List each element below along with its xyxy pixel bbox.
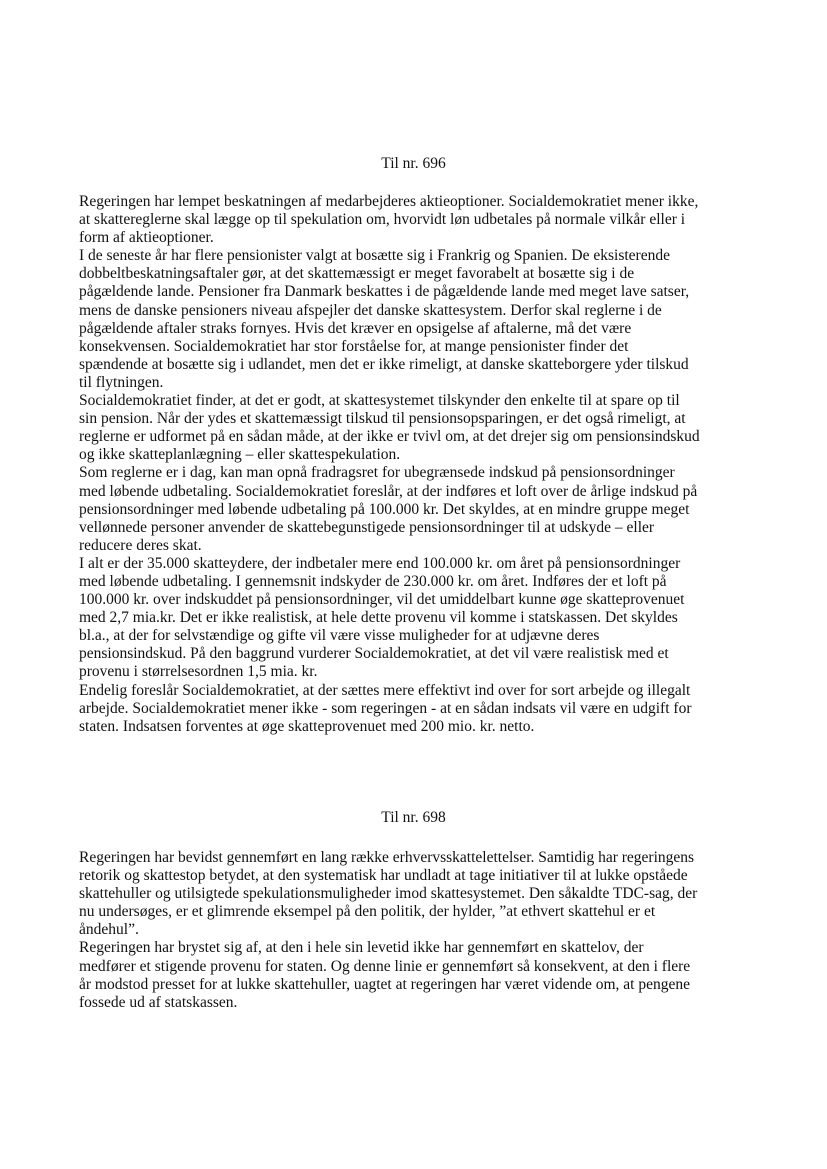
- text-line: arbejde. Socialdemokratiet mener ikke - som regeringen - at en sådan indsats vil være en udgift for: [79, 699, 692, 717]
- text-line: Regeringen har brystet sig af, at den i hele sin levetid ikke har gennemført en skattelov, der: [79, 939, 644, 957]
- text-line: skattehuller og utilsigtede spekulationsmuligheder imod skattesystemet. Den såkaldte TDC-sag, der: [79, 885, 698, 903]
- section-body-698: [79, 849, 751, 1012]
- text-line: at skattereglerne skal lægge op til spekulation om, hvorvidt løn udbetales på normale vilkår eller i: [79, 211, 686, 229]
- text-line: nu undersøges, er et glimrende eksempel på den politik, der hylder, ”at ethvert skattehul er et: [79, 903, 656, 921]
- text-line: retorik og skattestop betydet, at den systematisk har undladt at tage initiativer til at lukke opståede: [79, 867, 688, 885]
- text-line: reglerne er udformet på en sådan måde, at der ikke er tvivl om, at det drejer sig om pensionsindskud: [79, 428, 700, 446]
- text-line: fossede ud af statskassen.: [79, 993, 238, 1011]
- text-line: pågældende aftaler straks fornyes. Hvis det kræver en opsigelse af aftalerne, må det være: [79, 319, 632, 337]
- section-body-696: [79, 193, 751, 736]
- section-heading-698: Til nr. 698: [381, 809, 446, 826]
- text-line: dobbeltbeskatningsaftaler gør, at det skattemæssigt er meget favorabelt at bosætte sig i de: [79, 265, 635, 283]
- text-line: åndehul”.: [79, 921, 139, 939]
- text-line: Som reglerne er i dag, kan man opnå fradragsret for ubegrænsede indskud på pensionsordninger: [79, 464, 675, 482]
- text-line: med løbende udbetaling. I gennemsnit indskyder de 230.000 kr. om året. Indføres der et loft på: [79, 572, 667, 590]
- text-line: 100.000 kr. over indskuddet på pensionsordninger, vil det umiddelbart kunne øge skatteprovenuet: [79, 591, 685, 609]
- text-line: medfører et stigende provenu for staten. Og denne linie er gennemført så konsekvent, at den i flere: [79, 957, 691, 975]
- text-line: med 2,7 mia.kr. Det er ikke realistisk, at hele dette provenu vil komme i statskassen. Det skyldes: [79, 609, 678, 627]
- text-line: med løbende udbetaling. Socialdemokratiet foreslår, at der indføres et loft over de årlige indskud på: [79, 482, 698, 500]
- text-line: mens de danske pensioners niveau afspejler det danske skattesystem. Derfor skal reglerne i de: [79, 301, 662, 319]
- text-line: konsekvensen. Socialdemokratiet har stor forståelse for, at mange pensionister finder det: [79, 337, 629, 355]
- text-line: pensionsindskud. På den baggrund vurderer Socialdemokratiet, at det vil være realistisk med et: [79, 645, 669, 663]
- text-line: sin pension. Når der ydes et skattemæssigt tilskud til pensionsopsparingen, er det også rimeligt, at: [79, 410, 686, 428]
- text-line: bl.a., at der for selvstændige og gifte vil være visse muligheder for at udjævne deres: [79, 627, 600, 645]
- text-line: vellønnede personer anvender de skattebegunstigede pensionsordninger til at udskyde – eller: [79, 518, 655, 536]
- text-line: I de seneste år har flere pensionister valgt at bosætte sig i Frankrig og Spanien. De eksisterende: [79, 247, 670, 265]
- text-line: spændende at bosætte sig i udlandet, men det er ikke rimeligt, at danske skatteborgere yder tilskud: [79, 355, 689, 373]
- text-line: provenu i størrelsesordnen 1,5 mia. kr.: [79, 663, 318, 681]
- text-line: form af aktieoptioner.: [79, 229, 214, 247]
- section-heading-696: Til nr. 696: [381, 155, 446, 172]
- text-line: I alt er der 35.000 skatteydere, der indbetaler mere end 100.000 kr. om året på pensionsordninger: [79, 554, 681, 572]
- text-line: pensionsordninger med løbende udbetaling på 100.000 kr. Det skyldes, at en mindre gruppe meget: [79, 500, 690, 518]
- text-line: år modstod presset for at lukke skattehuller, uagtet at regeringen har været vidende om, at pengene: [79, 975, 690, 993]
- text-line: og ikke skatteplanlægning – eller skattespekulation.: [79, 446, 401, 464]
- text-line: Endelig foreslår Socialdemokratiet, at der sættes mere effektivt ind over for sort arbejde og illegalt: [79, 681, 691, 699]
- text-line: staten. Indsatsen forventes at øge skatteprovenuet med 200 mio. kr. netto.: [79, 717, 535, 735]
- text-line: Regeringen har lempet beskatningen af medarbejderes aktieoptioner. Socialdemokratiet mener ikke,: [79, 193, 699, 210]
- text-line: reducere deres skat.: [79, 536, 202, 554]
- text-line: til flytningen.: [79, 373, 164, 391]
- text-line: pågældende lande. Pensioner fra Danmark beskattes i de pågældende lande med meget lave satser,: [79, 283, 690, 301]
- text-line: Regeringen har bevidst gennemført en lang række erhvervsskattelettelser. Samtidig har regeringens: [79, 849, 695, 866]
- text-line: Socialdemokratiet finder, at det er godt, at skattesystemet tilskynder den enkelte til at spare op til: [79, 392, 680, 410]
